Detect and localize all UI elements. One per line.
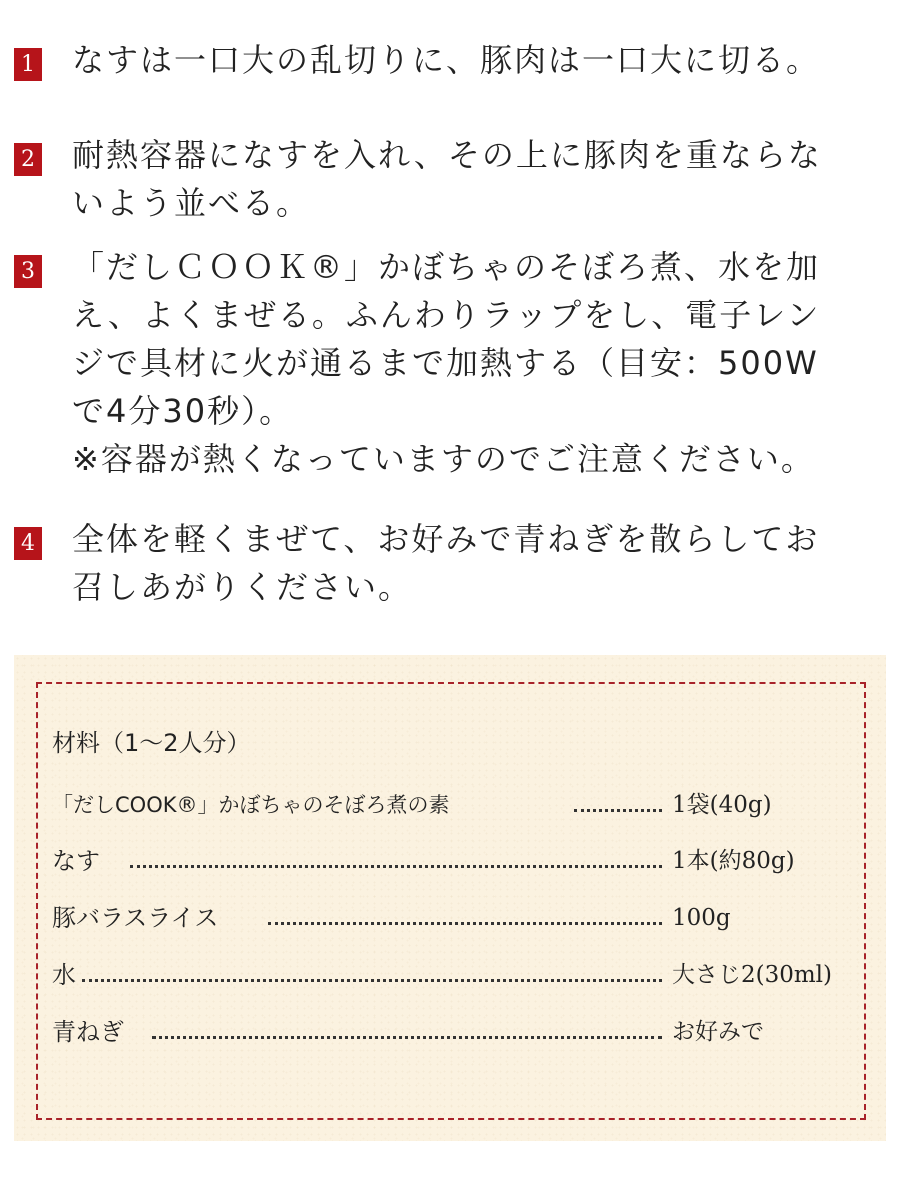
ingredient-row	[52, 785, 872, 825]
step-number-badge: 4	[14, 527, 42, 560]
ingredient-row	[52, 898, 872, 938]
ingredient-name: 「だしCOOK®」かぼちゃのそぼろ煮の素	[52, 793, 450, 817]
dotted-leader	[574, 809, 662, 812]
step-text: 全体を軽くまぜて、お好みで青ねぎを散らしてお 召しあがりください。	[72, 520, 820, 606]
dotted-leader	[152, 1036, 662, 1039]
ingredient-name: 水	[52, 961, 76, 989]
ingredient-quantity: 100g	[672, 905, 731, 931]
ingredient-name: なす	[52, 847, 100, 875]
dotted-leader	[130, 865, 662, 868]
dotted-leader	[268, 922, 662, 925]
step-text: なすは一口大の乱切りに、豚肉は一口大に切る。	[72, 41, 821, 79]
ingredient-row	[52, 1012, 872, 1052]
ingredient-quantity: 1本(約80g)	[672, 848, 795, 874]
ingredient-name: 青ねぎ	[52, 1018, 124, 1046]
ingredient-row	[52, 955, 872, 995]
step-number-badge: 3	[14, 255, 42, 288]
step-number-badge: 2	[14, 143, 42, 176]
ingredient-quantity: 1袋(40g)	[672, 792, 772, 818]
step-text: 耐熱容器になすを入れ、その上に豚肉を重ならな いよう並べる。	[72, 136, 822, 222]
step-text: 「だしＣＯＯＫ®」かぼちゃのそぼろ煮、水を加 え、よくまぜる。ふんわりラップをし、電子レン ジで具材に火が通るまで加熱する（目安：500W で4分30秒）。 ※容器が熱くなっていますのでご注意ください。	[72, 248, 821, 478]
ingredient-row	[52, 841, 872, 881]
ingredient-name: 豚バラスライス	[52, 904, 219, 932]
ingredient-quantity: 大さじ2(30ml)	[672, 962, 833, 988]
step-number-badge: 1	[14, 48, 42, 81]
ingredients-panel	[14, 655, 886, 1141]
dotted-leader	[82, 979, 662, 982]
ingredient-quantity: お好みで	[672, 1019, 764, 1045]
ingredients-title: 材料（1～2人分）	[52, 729, 251, 757]
